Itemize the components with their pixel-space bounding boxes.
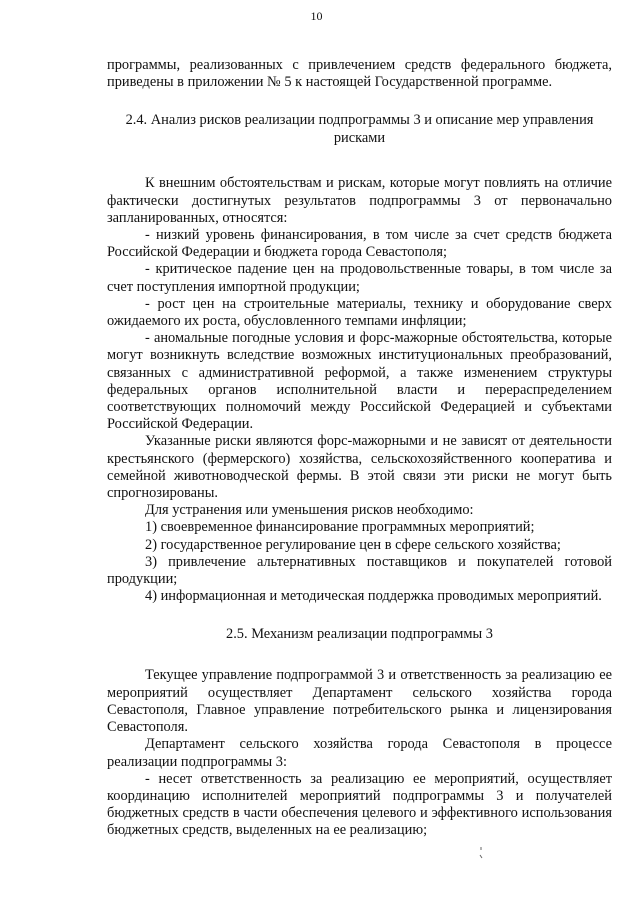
risks-lead-paragraph: К внешним обстоятельствам и рискам, которые могут повлиять на отличие фактически достигнутых результатов подпрограммы 3 от первоначально запланированных, относятся: — [107, 175, 612, 226]
department-paragraph: Департамент сельского хозяйства города Севастополя в процессе реализации подпрограммы 3: — [107, 736, 612, 770]
force-majeure-paragraph: Указанные риски являются форс-мажорными и не зависят от деятельности крестьянского (фермерского) хозяйства, сельскохозяйственного кооператива и семейной животноводческой фермы. В этой связи эти риски не могут быть спрогнозированы. — [107, 433, 612, 502]
risk-item: - критическое падение цен на продовольственные товары, в том числе за счет поступления импортной продукции; — [107, 261, 612, 295]
measures-lead: Для устранения или уменьшения рисков необходимо: — [145, 502, 474, 519]
measure-item: 3) привлечение альтернативных поставщиков и покупателей готовой продукции; — [107, 553, 612, 588]
risk-item: - низкий уровень финансирования, в том числе за счет средств бюджета Российской Федерации и бюджета города Севастополя; — [107, 227, 612, 261]
risk-item: - аномальные погодные условия и форс-мажорные обстоятельства, которые могут возникнуть вследствие возможных институциональных преобразований, связанных с административной реформой, а также изменением структуры федеральных органов исполнительной власти и перераспределением соответствующих полномочий между Российской Федерацией и субъектами Российской Федерации. — [107, 330, 612, 433]
section-heading-2-5: 2.5. Механизм реализации подпрограммы 3 — [226, 626, 493, 643]
page-body — [107, 57, 612, 840]
measure-item: 1) своевременное финансирование программных мероприятий; — [145, 519, 535, 536]
measure-item: 4) информационная и методическая поддержка проводимых мероприятий. — [145, 588, 602, 605]
scan-mark-icon — [478, 846, 484, 860]
scan-mark-decoration — [478, 846, 484, 860]
measure-item: 2) государственное регулирование цен в сфере сельского хозяйства; — [145, 536, 561, 553]
department-duty-item: - несет ответственность за реализацию ее мероприятий, осуществляет координацию исполнителей мероприятий подпрограммы 3 и получателей бюджетных средств в части обеспечения целевого и эффективного использования бюджетных средств, выделенных на ее реализацию; — [107, 770, 612, 839]
management-paragraph: Текущее управление подпрограммой 3 и ответственность за реализацию ее мероприятий осуществляет Департамент сельского хозяйства города Севастополя, Главное управление потребительского рынка и лицензирования Севастополя. — [107, 667, 612, 736]
page-number: 10 — [310, 9, 323, 23]
risk-item: - рост цен на строительные материалы, технику и оборудование сверх ожидаемого их роста, обусловленного темпами инфляции; — [107, 295, 612, 330]
intro-paragraph: программы, реализованных с привлечением средств федерального бюджета, приведены в приложении № 5 к настоящей Государственной программе. — [107, 57, 612, 91]
section-heading-2-4: 2.4. Анализ рисков реализации подпрограммы 3 и описание мер управления рисками — [125, 112, 594, 147]
